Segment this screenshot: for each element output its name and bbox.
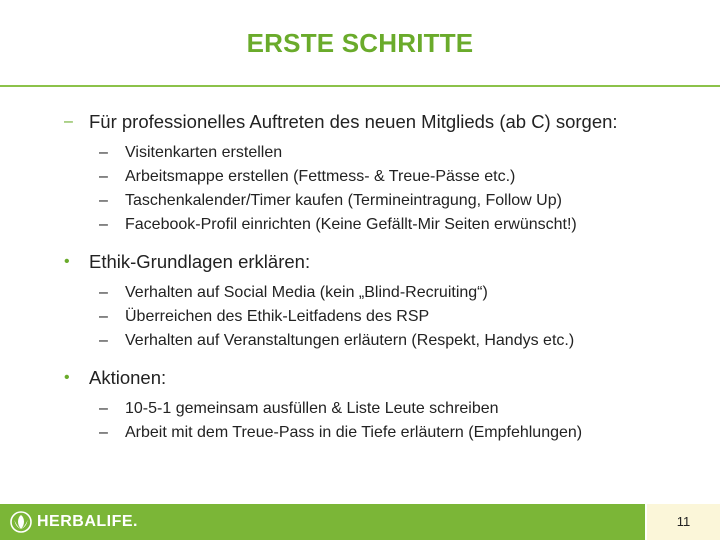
sub-item: [64, 141, 704, 165]
bullet-item: [64, 110, 704, 134]
sub-item-text: Facebook-Profil einrichten (Keine Gefällt-Mir Seiten erwünscht!): [125, 216, 577, 233]
bullet-icon: –: [64, 113, 73, 130]
bullet-text: Aktionen:: [89, 367, 167, 388]
sub-item-text: Arbeitsmappe erstellen (Fettmess- & Treue-Pässe etc.): [125, 168, 516, 185]
brand-name: HERBALIFE.: [37, 513, 138, 530]
dash-icon: –: [99, 332, 108, 349]
sub-item: [64, 189, 704, 213]
dash-icon: –: [99, 168, 108, 185]
bullet-group: [64, 250, 704, 353]
dash-icon: –: [99, 192, 108, 209]
dash-icon: –: [99, 144, 108, 161]
page-number: 11: [676, 514, 691, 529]
bullet-icon: •: [64, 253, 70, 270]
page-number-box: [645, 504, 720, 540]
sub-list: [64, 281, 704, 353]
dash-icon: –: [99, 284, 108, 301]
herbalife-leaf-icon: [10, 511, 32, 533]
bullet-list: [64, 110, 704, 450]
footer-bar: [0, 504, 720, 540]
sub-item: [64, 213, 704, 237]
sub-item-text: Taschenkalender/Timer kaufen (Termineintragung, Follow Up): [125, 192, 562, 209]
dash-icon: –: [99, 216, 108, 233]
bullet-text: Ethik-Grundlagen erklären:: [89, 251, 311, 272]
title-divider: [0, 85, 720, 87]
sub-item: [64, 281, 704, 305]
sub-list: [64, 397, 704, 445]
sub-item-text: Verhalten auf Social Media (kein „Blind-Recruiting“): [125, 284, 488, 301]
bullet-group: [64, 110, 704, 237]
sub-item-text: Arbeit mit dem Treue-Pass in die Tiefe erläutern (Empfehlungen): [125, 424, 583, 441]
sub-item: [64, 165, 704, 189]
sub-item: [64, 305, 704, 329]
sub-item-text: Überreichen des Ethik-Leitfadens des RSP: [125, 308, 430, 325]
sub-item-text: Visitenkarten erstellen: [125, 144, 283, 161]
bullet-icon: •: [64, 369, 70, 386]
dash-icon: –: [99, 424, 108, 441]
sub-item-text: 10-5-1 gemeinsam ausfüllen & Liste Leute schreiben: [125, 400, 499, 417]
sub-list: [64, 141, 704, 237]
sub-item-text: Verhalten auf Veranstaltungen erläutern (Respekt, Handys etc.): [125, 332, 575, 349]
brand-logo: [10, 510, 138, 534]
slide-title: ERSTE SCHRITTE: [246, 28, 474, 58]
bullet-text: Für professionelles Auftreten des neuen Mitglieds (ab C) sorgen:: [89, 111, 618, 132]
sub-item: [64, 329, 704, 353]
bullet-item: [64, 250, 704, 274]
sub-item: [64, 397, 704, 421]
dash-icon: –: [99, 308, 108, 325]
bullet-item: [64, 366, 704, 390]
bullet-group: [64, 366, 704, 445]
dash-icon: –: [99, 400, 108, 417]
sub-item: [64, 421, 704, 445]
